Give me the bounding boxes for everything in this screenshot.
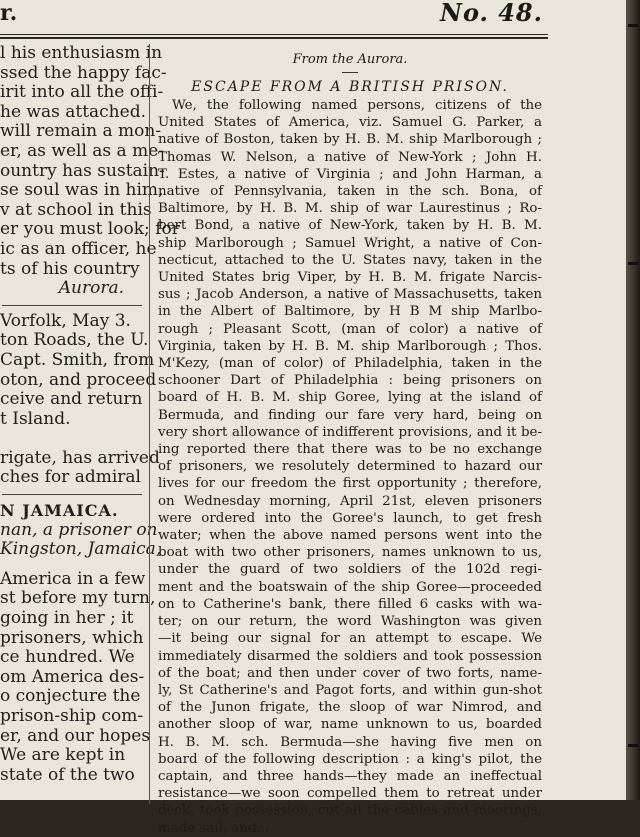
article-column bbox=[158, 44, 542, 837]
article-line: native of Boston, taken by H. B. M. ship Marlborough ; bbox=[158, 132, 542, 148]
left-column-line: t Island. bbox=[0, 408, 71, 429]
left-column-line: state of the two bbox=[0, 764, 135, 785]
left-column-italic-block bbox=[0, 519, 162, 560]
article-line: ship Marlborough ; Samuel Wright, a native of Con- bbox=[158, 235, 542, 251]
article-line: under the guard of two soldiers of the 102d regi- bbox=[158, 562, 542, 578]
article-line: deck, took possession, cut all the cables and moorings, bbox=[158, 803, 542, 819]
left-column-line bbox=[0, 429, 146, 449]
left-column-line: ches for admiral bbox=[0, 467, 141, 488]
left-column-line: prisoners, which bbox=[0, 627, 144, 648]
left-column-italic-line: Kingston, Jamaica, bbox=[0, 539, 162, 560]
article-line: sus ; Jacob Anderson, a native of Massachusetts, taken bbox=[158, 287, 542, 303]
left-column-line: ton Roads, the U. bbox=[0, 330, 149, 351]
left-column-line: rigate, has arrived bbox=[0, 447, 160, 468]
left-column-text-block-c bbox=[0, 568, 156, 786]
article-line: water; when the above named persons went into the bbox=[158, 528, 542, 544]
article-line: Virginia, taken by H. B. M. ship Marlborough ; Thos. bbox=[158, 338, 542, 354]
left-column-line: er you must look; for bbox=[0, 219, 180, 240]
left-column-italic-line: nan, a prisoner on bbox=[0, 519, 158, 540]
left-column-line: er, as well as a me- bbox=[0, 140, 165, 161]
source-dash bbox=[342, 72, 358, 73]
header-rule bbox=[0, 34, 548, 39]
article-line: board of the following description : a king's pilot, the bbox=[158, 751, 542, 767]
left-column-signature: Aurora. bbox=[58, 278, 124, 299]
article-line: schooner Dart of Philadelphia : being prisoners on bbox=[158, 373, 542, 389]
left-column-heading: N JAMAICA. bbox=[0, 501, 119, 521]
left-column-line: se soul was in him, bbox=[0, 180, 164, 201]
article-body bbox=[158, 97, 542, 837]
article-line: ment and the boatswain of the ship Goree—proceeded bbox=[158, 579, 542, 595]
article-title: ESCAPE FROM A BRITISH PRISON. bbox=[191, 79, 509, 95]
left-column-line: ountry has sustain- bbox=[0, 160, 165, 181]
left-column-line: will remain a mon- bbox=[0, 121, 162, 142]
article-line: of prisoners, we resolutely determined to hazard our bbox=[158, 459, 542, 475]
left-column-line: om America des- bbox=[0, 666, 145, 687]
article-line: very short allowance of indifferent provisions, and it be- bbox=[158, 424, 542, 440]
article-line: United States of America, viz. Samuel G. Parker, a bbox=[158, 115, 542, 131]
column-separator bbox=[149, 44, 150, 804]
article-line: immediately disarmed the soldiers and took possession bbox=[158, 648, 542, 664]
left-column-line: ic as an officer, he bbox=[0, 238, 157, 259]
left-column-line: Vorfolk, May 3. bbox=[0, 310, 131, 331]
left-column-line: oton, and proceed bbox=[0, 369, 157, 390]
article-line: on to Catherine's bank, there filled 6 casks with wa- bbox=[158, 596, 542, 612]
article-line: Thomas W. Nelson, a native of New-York ; John H. bbox=[158, 149, 542, 165]
article-line: rough ; Pleasant Scott, (man of color) a native of bbox=[158, 321, 542, 337]
article-line: Bermuda, and finding our fare very hard, being on bbox=[158, 407, 542, 423]
left-column-line: prison-ship com- bbox=[0, 706, 144, 726]
left-column-line: st before my turn, bbox=[0, 588, 156, 609]
article-line: M'Kezy, (man of color) of Philadelphia, taken in the bbox=[158, 356, 542, 372]
article-line: captain, and three hands—they made an ineffectual bbox=[158, 768, 542, 784]
article-line: necticut, attached to the U. States navy, taken in the bbox=[158, 252, 542, 268]
left-column-line: ceive and return bbox=[0, 389, 143, 410]
article-line: lives for our freedom the first opportunity ; therefore, bbox=[158, 476, 542, 492]
article-line: bert Bond, a native of New-York, taken by H. B. M. bbox=[158, 218, 542, 234]
article-line: We, the following named persons, citizens of the bbox=[172, 98, 542, 113]
article-line: Baltimore, by H. B. M. ship of war Laurestinus ; Ro- bbox=[158, 201, 542, 217]
article-line: of the Junon frigate, the sloop of war Nimrod, and bbox=[158, 700, 542, 716]
article-line: made sail, and... bbox=[158, 820, 270, 836]
article-line: ly, St Catherine's and Pagot forts, and within gun-shot bbox=[158, 682, 542, 698]
left-column-line: Capt. Smith, from bbox=[0, 349, 155, 370]
article-line: native of Pennsylvania, taken in the sch. Bona, of bbox=[158, 184, 542, 200]
article-line: board of H. B. M. ship Goree, lying at the island of bbox=[158, 390, 542, 406]
article-line: on Wednesday morning, April 21st, eleven prisoners bbox=[158, 493, 542, 509]
left-column-line: ts of his country bbox=[0, 258, 140, 279]
left-column-line: ce hundred. We bbox=[0, 647, 135, 668]
left-column-line: irit into all the offi- bbox=[0, 82, 164, 103]
article-line: —it being our signal for an attempt to escape. We bbox=[158, 631, 542, 647]
left-column-divider bbox=[2, 305, 142, 306]
left-column-text-block-a bbox=[0, 43, 180, 279]
left-column-line: We are kept in bbox=[0, 745, 126, 766]
article-line: T. Estes, a native of Virginia ; and John Harman, a bbox=[158, 166, 542, 182]
page-edge bbox=[626, 0, 640, 800]
article-line: another sloop of war, name unknown to us, boarded bbox=[158, 717, 542, 733]
article-line: of the boat; and then under cover of two forts, name- bbox=[158, 665, 542, 681]
article-source: From the Aurora. bbox=[292, 52, 408, 67]
article-line: H. B. M. sch. Bermuda—she having five men on bbox=[158, 734, 542, 750]
article-line: in the Albert of Baltimore, by H B M ship Marlbo- bbox=[158, 304, 542, 320]
article-line: boat with two other prisoners, names unknown to us, bbox=[158, 545, 542, 561]
left-column-line: l his enthusiasm in bbox=[0, 43, 163, 63]
left-column-divider bbox=[2, 494, 142, 495]
article-line: were ordered into the Goree's launch, to get fresh bbox=[158, 510, 542, 526]
issue-number: No. 48. bbox=[440, 0, 543, 27]
article-line: ter; on our return, the word Washington was given bbox=[158, 614, 542, 630]
left-column-text-block-b bbox=[0, 310, 160, 488]
article-line: United States brig Viper, by H. B. M. frigate Narcis- bbox=[158, 270, 542, 286]
masthead-fragment: r. bbox=[0, 0, 18, 26]
left-column-line: he was attached. bbox=[0, 101, 146, 122]
left-column-line: er, and our hopes bbox=[0, 725, 151, 746]
left-column-line: o conjecture the bbox=[0, 686, 141, 707]
left-column-line: v at school in this bbox=[0, 199, 152, 220]
left-column bbox=[0, 43, 180, 785]
left-column-line: ssed the happy fac- bbox=[0, 62, 167, 83]
article-line: ing reported there that there was to be no exchange bbox=[158, 442, 542, 458]
left-column-line: America in a few bbox=[0, 568, 146, 589]
article-line: resistance—we soon compelled them to retreat under bbox=[158, 786, 542, 802]
left-column-line: going in her ; it bbox=[0, 608, 134, 629]
